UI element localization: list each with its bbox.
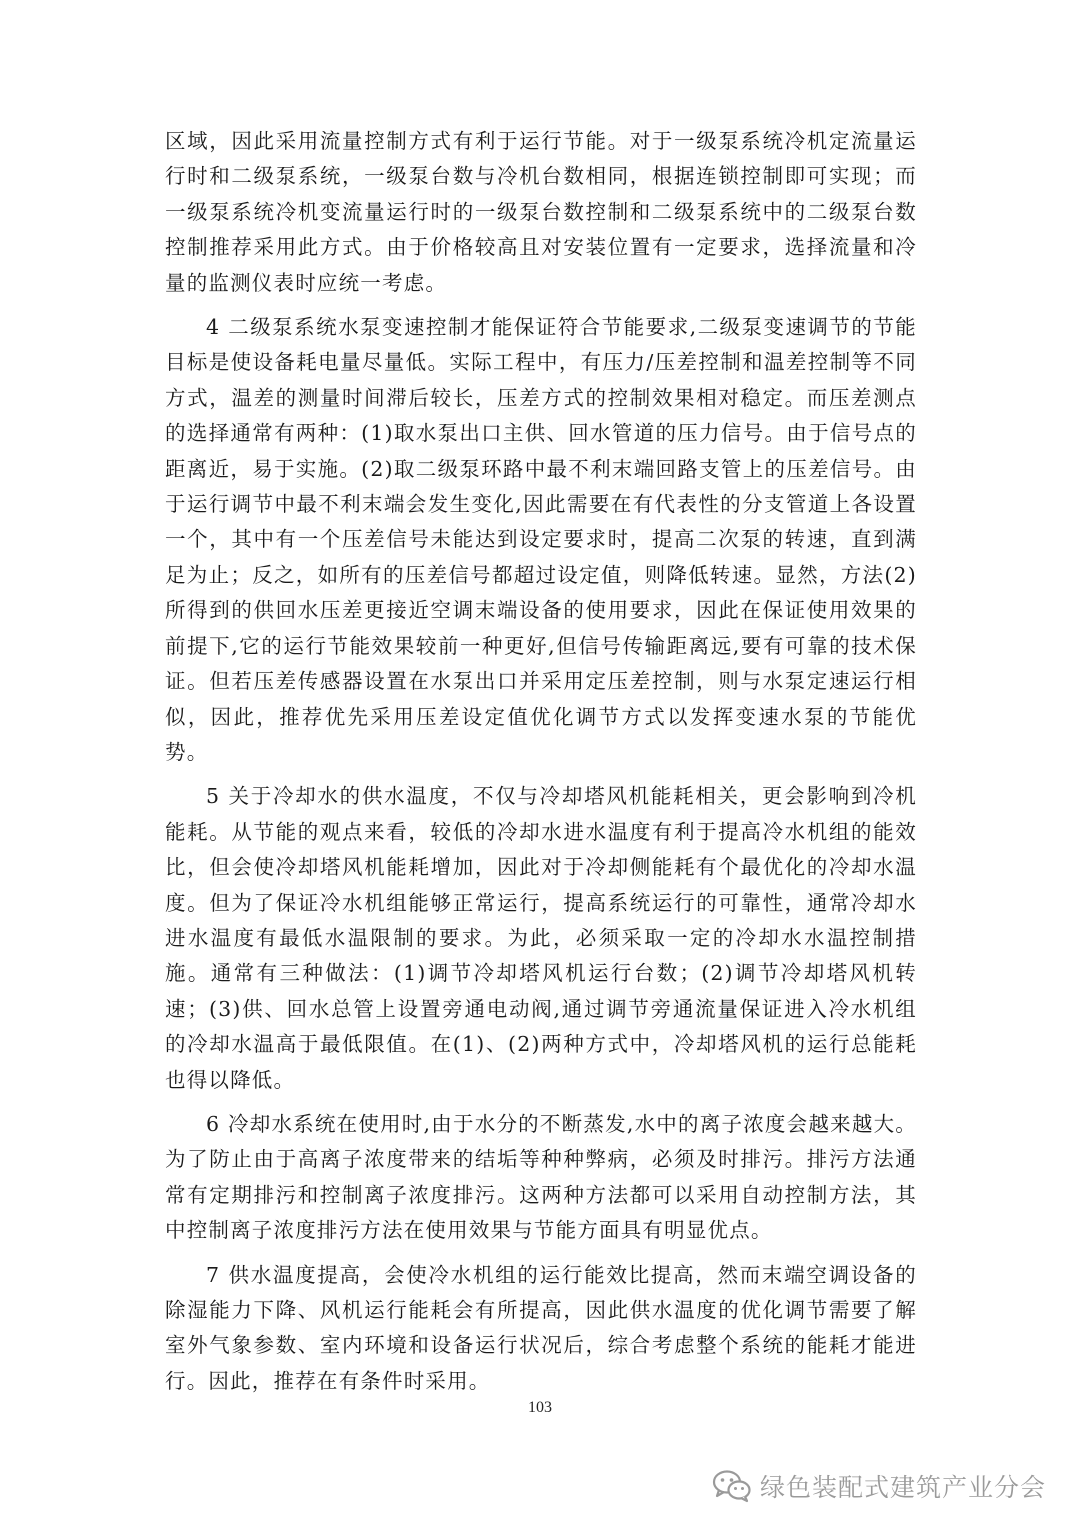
body-text	[165, 124, 917, 1408]
paragraph-item-5: 5 关于冷却水的供水温度，不仅与冷却塔风机能耗相关，更会影响到冷机能耗。从节能的观点来看，较低的冷却水进水温度有利于提高冷水机组的能效比，但会使冷却塔风机能耗增加，因此对于冷却侧能耗有个最优化的冷却水温度。但为了保证冷水机组能够正常运行，提高系统运行的可靠性，通常冷却水进水温度有最低水温限制的要求。为此，必须采取一定的冷却水水温控制措施。通常有三种做法：(1)调节冷却塔风机运行台数；(2)调节冷却塔风机转速；(3)供、回水总管上设置旁通电动阀,通过调节旁通流量保证进入冷水机组的冷却水温高于最低限值。在(1)、(2)两种方式中，冷却塔风机的运行总能耗也得以降低。	[165, 784, 917, 1092]
paragraph-continuation: 区域，因此采用流量控制方式有利于运行节能。对于一级泵系统冷机定流量运行时和二级泵系统，一级泵台数与冷机台数相同，根据连锁控制即可实现；而一级泵系统冷机变流量运行时的一级泵台数控制和二级泵系统中的二级泵台数控制推荐采用此方式。由于价格较高且对安装位置有一定要求，选择流量和冷量的监测仪表时应统一考虑。	[165, 129, 917, 295]
paragraph-item-6: 6 冷却水系统在使用时,由于水分的不断蒸发,水中的离子浓度会越来越大。为了防止由于高离子浓度带来的结垢等种种弊病，必须及时排污。排污方法通常有定期排污和控制离子浓度排污。这两种方法都可以采用自动控制方法，其中控制离子浓度排污方法在使用效果与节能方面具有明显优点。	[165, 1111, 917, 1243]
page-number: 103	[528, 1399, 552, 1416]
watermark	[712, 1466, 1046, 1506]
watermark-text: 绿色装配式建筑产业分会	[759, 1473, 1046, 1502]
wechat-icon	[712, 1469, 752, 1503]
paragraph-item-4: 4 二级泵系统水泵变速控制才能保证符合节能要求,二级泵变速调节的节能目标是使设备耗电量尽量低。实际工程中，有压力/压差控制和温差控制等不同方式，温差的测量时间滞后较长，压差方式的控制效果相对稳定。而压差测点的选择通常有两种：(1)取水泵出口主供、回水管道的压力信号。由于信号点的距离近，易于实施。(2)取二级泵环路中最不利末端回路支管上的压差信号。由于运行调节中最不利末端会发生变化,因此需要在有代表性的分支管道上各设置一个，其中有一个压差信号未能达到设定要求时，提高二次泵的转速，直到满足为止；反之，如所有的压差信号都超过设定值，则降低转速。显然，方法(2)所得到的供回水压差更接近空调末端设备的使用要求，因此在保证使用效果的前提下,它的运行节能效果较前一种更好,但信号传输距离远,要有可靠的技术保证。但若压差传感器设置在水泵出口并采用定压差控制，则与水泵定速运行相似，因此，推荐优先采用压差设定值优化调节方式以发挥变速水泵的节能优势。	[165, 315, 917, 764]
paragraph-item-7: 7 供水温度提高，会使冷水机组的运行能效比提高，然而末端空调设备的除湿能力下降、风机运行能耗会有所提高，因此供水温度的优化调节需要了解室外气象参数、室内环境和设备运行状况后，综合考虑整个系统的能耗才能进行。因此，推荐在有条件时采用。	[165, 1262, 917, 1393]
